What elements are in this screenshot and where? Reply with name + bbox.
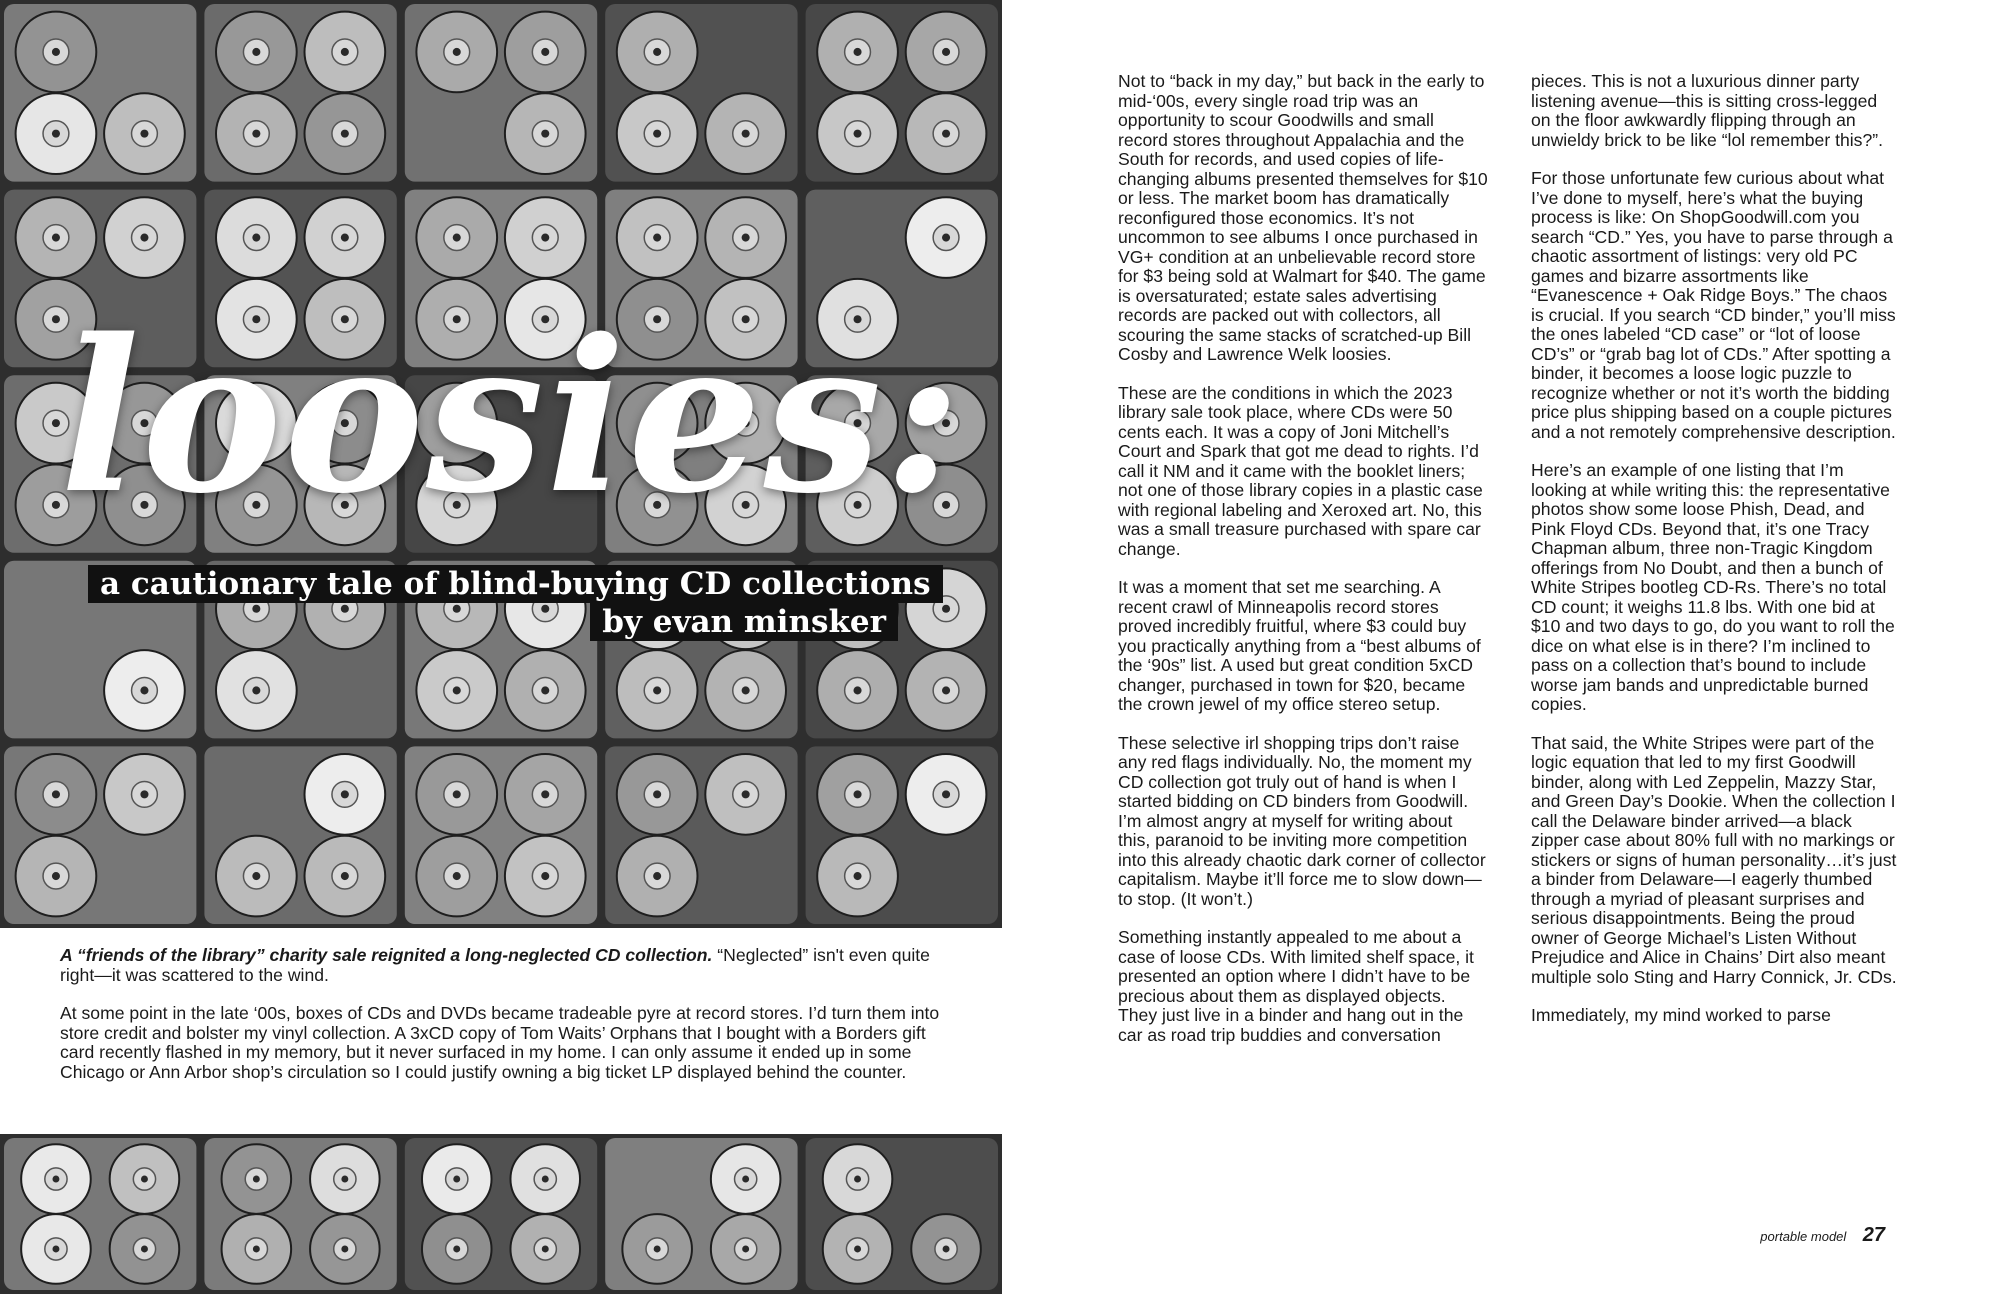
col2-paragraph-2: For those unfortunate few curious about what I’ve done to myself, here’s what the buying process is like: On ShopGoodwill.com you search “CD.” Yes, you have to parse through a chaotic assortment of listings: very old PC games and bizarre assortments like “Evanescence + Oak Ridge Boys.” The chaos is crucial. If you search “CD binder,” you’ll miss the ones labeled “CD case” or “lot of loose CD’s” or “grab bag lot of CDs.” After spotting a binder, it becomes a loose logic puzzle to recognize whether or not it’s worth the bidding price plus shipping based on a couple pictures and a not remotely comprehensive description. — [1531, 168, 1896, 442]
article-byline: by evan minsker — [590, 603, 898, 641]
intro-text — [60, 946, 940, 1101]
cd-binder-photo-bottom — [0, 1134, 1002, 1294]
article-column-1 — [1118, 72, 1488, 1064]
col2-paragraph-3: Here’s an example of one listing that I’m looking at while writing this: the representative photos show some loose Phish, Dead, and Pink Floyd CDs. Beyond that, it’s one Tracy Chapman album, three non-Tragic Kingdom offerings from No Doubt, and then a bunch of White Stripes bootleg CD-Rs. There’s no total CD count; it weighs 11.8 lbs. With one bid at $10 and two days to go, do you want to roll the dice on what else is in there? I’m inclined to pass on a collection that’s bound to include worse jam bands and unpredictable burned copies. — [1531, 460, 1895, 714]
page-number: 27 — [1862, 1224, 1885, 1246]
col2-paragraph-1: pieces. This is not a luxurious dinner party listening avenue—this is sitting cross-legged on the floor awkwardly flipping through an unwieldy brick to be like “lol remember this?”. — [1531, 71, 1884, 150]
col1-paragraph-4: These selective irl shopping trips don’t raise any red flags individually. No, the moment my CD collection got truly out of hand is when I started bidding on CD binders from Goodwill. I’m almost angry at myself for writing about this, paranoid to be inviting more competition into this already chaotic dark corner of collector capitalism. Maybe it’ll force me to slow down—to stop. (It won’t.) — [1118, 732, 1486, 909]
col2-paragraph-4: That said, the White Stripes were part of the logic equation that led to my first Goodwill binder, along with Led Zeppelin, Mazzy Star, and Green Day’s Dookie. When the collection I call the Delaware binder arrived—a black zipper case about 80% full with no markings or stickers or signs of human personality…it’s just a binder from Delaware—I eagerly thumbed through a myriad of pleasant surprises and serious disappointments. Being the proud owner of George Michael’s Listen Without Prejudice and Alice in Chains’ Dirt also meant multiple solo Sting and Harry Connick, Jr. CDs. — [1531, 732, 1897, 987]
cd-collage-image-bottom — [0, 1134, 1002, 1294]
col1-paragraph-1: Not to “back in my day,” but back in the early to mid-‘00s, every single road trip was an opportunity to scour Goodwills and small record stores throughout Appalachia and the South for records, and used copies of life-changing albums presented themselves for $10 or less. The market boom has dramatically reconfigured those economics. It’s not uncommon to see albums I once purchased in VG+ condition at an unbelievable record store for $3 being sold at Walmart for $40. The game is oversaturated; estate sales advertising records are packed out with collectors, all scouring the same stacks of scratched-up Bill Cosby and Lawrence Welk loosies. — [1118, 71, 1488, 364]
col1-paragraph-5: Something instantly appealed to me about a case of loose CDs. With limited shelf space, it presented an option where I didn’t have to be precious about them as displayed objects. They just live in a binder and hang out in the car as road trip buddies and conversation — [1118, 927, 1474, 1045]
col2-paragraph-5: Immediately, my mind worked to parse — [1531, 1005, 1831, 1025]
intro-paragraph-2: At some point in the late ‘00s, boxes of CDs and DVDs became tradeable pyre at record stores. I’d turn them into store credit and bolster my vinyl collection. A 3xCD copy of Tom Waits’ Orphans that I bought with a Borders gift card recently flashed in my memory, but it never surfaced in my home. I can only assume it ended up in some Chicago or Ann Arbor shop’s circulation so I could justify owning a big ticket LP displayed behind the counter. — [60, 1003, 940, 1082]
article-title: loosies: — [60, 293, 964, 540]
intro-paragraph-1 — [60, 946, 940, 985]
page-footer — [1760, 1224, 1885, 1247]
article-column-2 — [1531, 72, 1901, 1045]
magazine-name: portable model — [1760, 1229, 1847, 1244]
article-subtitle: a cautionary tale of blind-buying CD collections — [88, 565, 943, 603]
col1-paragraph-2: These are the conditions in which the 2023 library sale took place, where CDs were 50 cents each. It was a copy of Joni Mitchell’s Court and Spark that got me dead to rights. I’d call it NM and it came with the booklet liners; not one of those library copies in a plastic case with regional labeling and Xeroxed art. No, this was a small treasure purchased with spare car change. — [1118, 382, 1483, 559]
intro-lede: A “friends of the library” charity sale reignited a long-neglected CD collection. — [60, 945, 713, 965]
col1-paragraph-3: It was a moment that set me searching. A recent crawl of Minneapolis record stores proved incredibly fruitful, where $3 could buy you practically anything from a “best albums of the ‘90s” list. A used but great condition 5xCD changer, purchased in town for $20, became the crown jewel of my office stereo setup. — [1118, 577, 1481, 714]
intro-rest: “Neglected” isn't even quite right—it was scattered to the wind. — [60, 945, 930, 985]
